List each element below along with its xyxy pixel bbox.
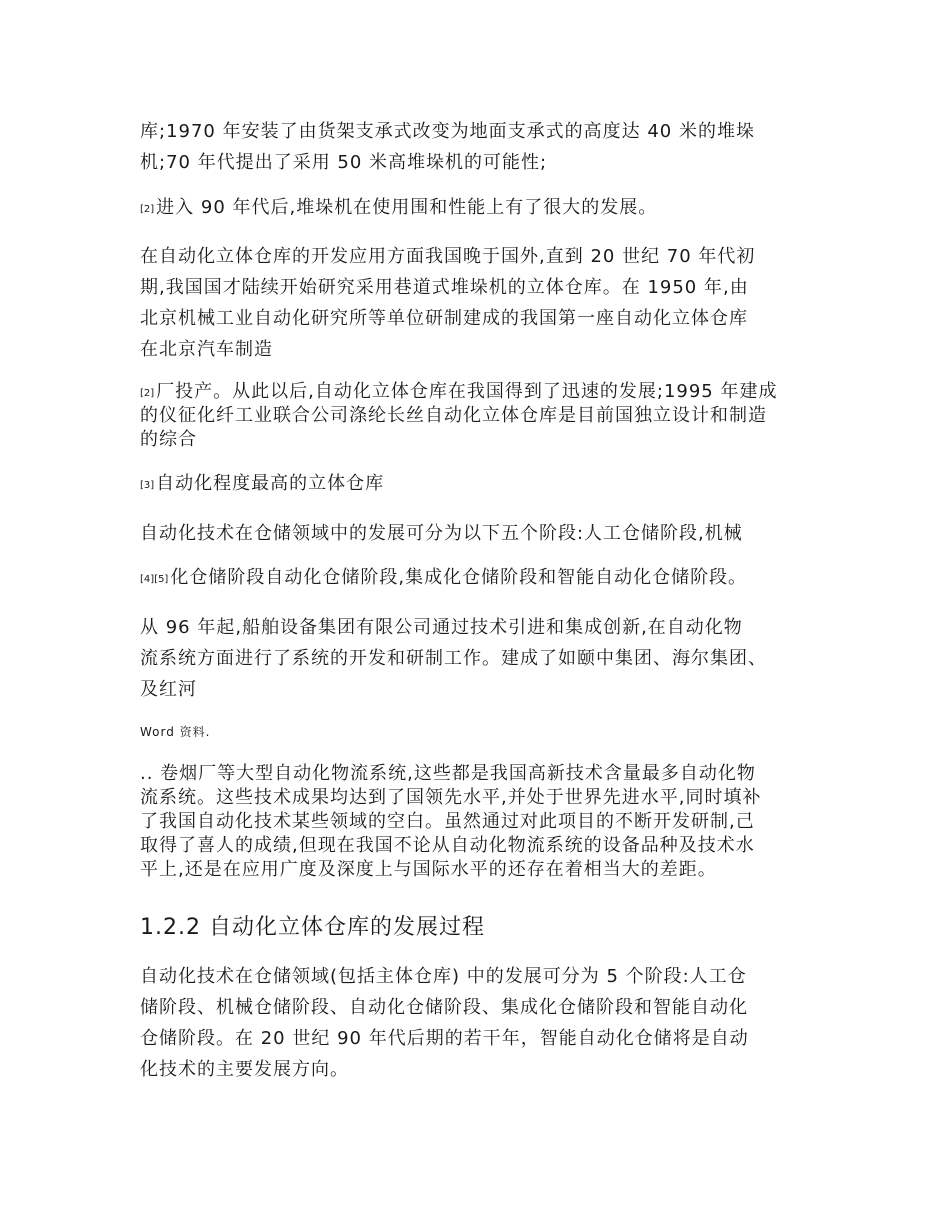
text-line: 流系统方面进行了系统的开发和研制工作。建成了如颐中集团、海尔集团、 — [140, 648, 767, 669]
text-line: .. 卷烟厂等大型自动化物流系统,这些都是我国高新技术含量最多自动化物 — [140, 763, 756, 784]
text-fragment: 自动化程度最高的立体仓库 — [156, 473, 385, 494]
text-line: 储阶段、机械仓储阶段、自动化仓储阶段、集成化仓储阶段和智能自动化 — [140, 997, 748, 1018]
text-line: 自动化技术在仓储领域(包括主体仓库) 中的发展可分为 5 个阶段:人工仓 — [140, 966, 747, 987]
text-line: 仓储阶段。在 20 世纪 90 年代后期的若干年，智能自动化仓储将是自动 — [140, 1028, 749, 1049]
paragraph-five-stages — [140, 518, 743, 549]
paragraph-tobacco-factory — [140, 762, 761, 882]
text-line — [140, 192, 657, 223]
text-line: 平上,还是在应用广度及深度上与国际水平的还存在着相当大的差距。 — [140, 859, 717, 880]
paragraph-five-stages-cont — [140, 562, 747, 593]
text-fragment: 厂投产。从此以后,自动化立体仓库在我国得到了迅速的发展;1995 年建成 — [156, 381, 778, 402]
paragraph-yizheng-warehouse — [140, 380, 778, 452]
citation-ref: [3] — [140, 480, 155, 491]
paragraph-highest-automation — [140, 468, 384, 499]
text-line: 化技术的主要发展方向。 — [140, 1059, 349, 1080]
text-line — [140, 562, 747, 593]
text-fragment: 化仓储阶段自动化仓储阶段,集成化仓储阶段和智能自动化仓储阶段。 — [170, 567, 748, 588]
text-line — [140, 468, 384, 499]
text-line: 及红河 — [140, 679, 197, 700]
citation-ref: [4][5] — [140, 574, 169, 585]
word-caption: Word 资料. — [140, 725, 211, 739]
text-line: 机;70 年代提出了采用 50 米高堆垛机的可能性; — [140, 152, 548, 173]
text-line: 流系统。这些技术成果均达到了国领先水平,并处于世界先进水平,同时填补 — [140, 787, 762, 808]
paragraph-stacker-history — [140, 116, 755, 178]
text-line: 期,我国国才陆续开始研究采用巷道式堆垛机的立体仓库。在 1950 年,由 — [140, 277, 749, 298]
paragraph-90s-development — [140, 192, 657, 223]
text-line: 的综合 — [140, 429, 197, 450]
paragraph-china-development — [140, 241, 755, 365]
text-line: 自动化技术在仓储领域中的发展可分为以下五个阶段:人工仓储阶段,机械 — [140, 523, 743, 544]
citation-ref: [2] — [140, 204, 155, 215]
text-line: 了我国自动化技术某些领域的空白。虽然通过对此项目的不断开发研制,己 — [140, 811, 755, 832]
text-line: 的仪征化纤工业联合公司涤纶长丝自动化立体仓库是目前国独立设计和制造 — [140, 405, 767, 426]
section-heading: 1.2.2 自动化立体仓库的发展过程 — [140, 915, 485, 940]
text-line: 取得了喜人的成绩,但现在我国不论从自动化物流系统的设备品种及技术水 — [140, 835, 755, 856]
citation-ref: [2] — [140, 388, 155, 399]
text-line: 在北京汽车制造 — [140, 339, 273, 360]
text-fragment: 进入 90 年代后,堆垛机在使用围和性能上有了很大的发展。 — [156, 197, 658, 218]
text-line: 在自动化立体仓库的开发应用方面我国晚于国外,直到 20 世纪 70 年代初 — [140, 246, 756, 267]
text-line: 北京机械工业自动化研究所等单位研制建成的我国第一座自动化立体仓库 — [140, 308, 748, 329]
text-line: 从 96 年起,船舶设备集团有限公司通过技术引进和集成创新,在自动化物 — [140, 617, 743, 638]
paragraph-development-process — [140, 961, 749, 1085]
text-line — [140, 380, 778, 404]
text-line: 库;1970 年安装了由货架支承式改变为地面支承式的高度达 40 米的堆垛 — [140, 121, 755, 142]
paragraph-ship-equipment — [140, 612, 767, 705]
